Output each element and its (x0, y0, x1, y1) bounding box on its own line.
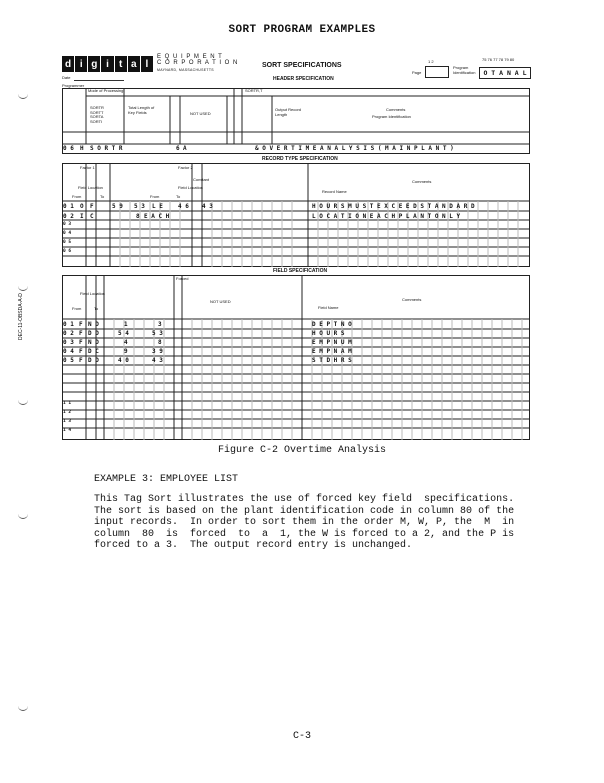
to3-label: To (94, 306, 99, 311)
record-row-col: C (90, 213, 94, 220)
example-title: EXAMPLE 3: EMPLOYEE LIST (94, 474, 239, 485)
program-ident-label: Program Identification (372, 114, 411, 119)
factor1-label: Factor 1 (80, 165, 95, 170)
field-location3-label: Field Location (80, 291, 105, 296)
field-row-ad: D D (88, 357, 99, 364)
record-row-eq: L E (152, 203, 163, 210)
record-row-to: 5 3 (134, 203, 145, 210)
record-row-from: 5 9 (112, 203, 123, 210)
record-row-comment: H O U R S M U S T E X C E E D S T A N D A R D (312, 203, 475, 210)
from2-label: From (150, 194, 160, 199)
field-row-name: D E P T N O (312, 321, 352, 328)
record-row-type: O (80, 203, 84, 210)
field-name-label: Field Name (318, 305, 339, 310)
field-row-type: F (79, 339, 83, 346)
field-row-type: F (79, 348, 83, 355)
field-row-ad: N D (88, 321, 99, 328)
field-spec-label: FIELD SPECIFICATION (273, 268, 328, 274)
page-box (425, 66, 449, 78)
field-row-ad: D D (88, 330, 99, 337)
corp-sub: MAYNARD, MASSACHUSETTS (157, 68, 214, 72)
record-type-spec-label: RECORD TYPE SPECIFICATION (262, 156, 338, 162)
field-empty-line: 1 3 (63, 419, 72, 424)
header-key-len: 6 (176, 145, 180, 152)
record-row-line: 0 1 (63, 203, 74, 210)
total-length-label: Total Length of Key Fields (128, 105, 155, 115)
header-spec-label: HEADER SPECIFICATION (273, 76, 334, 82)
field-row-ad: N D (88, 339, 99, 346)
program-id-value: O T A N A L (479, 67, 531, 79)
margin-mark (18, 284, 28, 291)
date-label: Date (62, 75, 71, 80)
record-row-to2: 4 3 (202, 203, 213, 210)
field-row-from: 1 (124, 321, 128, 328)
record-row-line: 0 2 (63, 213, 74, 220)
sortr-label: SORTR,T (245, 88, 263, 93)
side-code: DEC-11-OBSDA-A-D (18, 293, 24, 340)
field-comments-label: Comments (402, 297, 422, 302)
to-label: To (100, 194, 105, 199)
field-row-type: F (79, 321, 83, 328)
record-row-to: 8 (136, 213, 140, 220)
header-sort: S O R T R (90, 145, 123, 152)
field-empty-line: 1 1 (63, 401, 72, 406)
corp-name: E Q U I P M E N T C O R P O R A T I O N (157, 54, 239, 66)
record-empty-line: 0 6 (63, 249, 72, 254)
field-row-line: 0 1 (63, 321, 74, 328)
field-row-name: E M P N U M (312, 339, 352, 346)
page-label: Page (412, 70, 422, 75)
record-row-fact: 4 6 (178, 203, 189, 210)
field-row-from: 4 0 (118, 357, 129, 364)
forced-label: Forced (176, 276, 189, 281)
field-row-type: F (79, 357, 83, 364)
comments-label: Comments (386, 107, 406, 112)
margin-mark (18, 704, 28, 711)
example-paragraph: This Tag Sort illustrates the use of forced key field specifications. The sort is based on the plant identification code in column 80 of the input records. In order to sort them in the order M, W, P, the M in column 80 is forced to a 1, the W is forced to a 2, and the P is forced to a 3. The output record entry is unchanged. (94, 494, 515, 551)
field-empty-line: 1 2 (63, 410, 72, 415)
header-mode: A (183, 145, 187, 152)
record-row-type: I (80, 213, 84, 220)
record-empty-line: 0 4 (63, 231, 72, 236)
field-row-to: 4 3 (152, 357, 163, 364)
to2-label: To (176, 194, 181, 199)
constant-label: Constant (193, 177, 210, 182)
form-title: SORT SPECIFICATIONS (262, 62, 342, 69)
record-row-eq: E A C H (144, 213, 170, 220)
record-empty-line: 0 5 (63, 240, 72, 245)
record-comments-label: Comments (412, 179, 432, 184)
field-row-to: 3 9 (152, 348, 163, 355)
field-location2-label: Field Location (178, 185, 203, 190)
header-h: H (80, 145, 84, 152)
programmer-label: Programmer (62, 83, 85, 88)
field-empty-line: 1 4 (63, 428, 72, 433)
mode-label: Mode of Processing (88, 88, 124, 93)
record-row-comment: L O C A T I O N E A C H P L A N T O N L Y (312, 213, 461, 220)
field-spec-grid (62, 275, 530, 440)
margin-mark (18, 398, 28, 405)
header-line: 0 6 (63, 145, 74, 152)
field-row-to: 8 (158, 339, 162, 346)
sort-types: SORTR SORTT SORTA SORTI (90, 105, 104, 124)
record-name-label: Record Name (322, 189, 347, 194)
field-row-name: H O U R S (312, 330, 345, 337)
record-row-col: F (90, 203, 94, 210)
program-id-label: Program Identification (453, 65, 476, 75)
field-row-ad: D C (88, 348, 99, 355)
field-row-from: 9 (124, 348, 128, 355)
field-row-to: 5 3 (152, 330, 163, 337)
from-label: From (72, 194, 82, 199)
field-row-line: 0 3 (63, 339, 74, 346)
field-row-type: F (79, 330, 83, 337)
program-id-cols: 75 76 77 78 79 80 (482, 57, 515, 62)
margin-mark (18, 512, 28, 519)
output-record-length-label: Output Record Length (275, 107, 302, 117)
field-location-label: Field Location (78, 185, 103, 190)
not-used-label: NOT USED (190, 111, 211, 116)
field-row-line: 0 2 (63, 330, 74, 337)
field-row-to: 3 (158, 321, 162, 328)
figure-caption: Figure C-2 Overtime Analysis (217, 445, 387, 456)
from3-label: From (72, 306, 82, 311)
page-of-numbers: 1 2 (428, 59, 434, 64)
page-title: SORT PROGRAM EXAMPLES (228, 24, 376, 36)
field-row-line: 0 5 (63, 357, 74, 364)
factor2-label: Factor 2 (178, 165, 193, 170)
field-row-from: 4 (124, 339, 128, 346)
not-used-2-label: NOT USED (210, 299, 231, 304)
margin-mark (18, 92, 28, 99)
field-row-line: 0 4 (63, 348, 74, 355)
record-empty-line: 0 3 (63, 222, 72, 227)
header-comment: & O V E R T I M E A N A L Y S I S ( M A I N P L A N T ) (255, 145, 454, 152)
field-row-from: 5 4 (118, 330, 129, 337)
field-row-name: S T D H R S (312, 357, 352, 364)
page-number: C-3 (292, 731, 311, 742)
field-row-name: E M P N A M (312, 348, 352, 355)
digital-logo: d i g i t a l (62, 56, 154, 72)
